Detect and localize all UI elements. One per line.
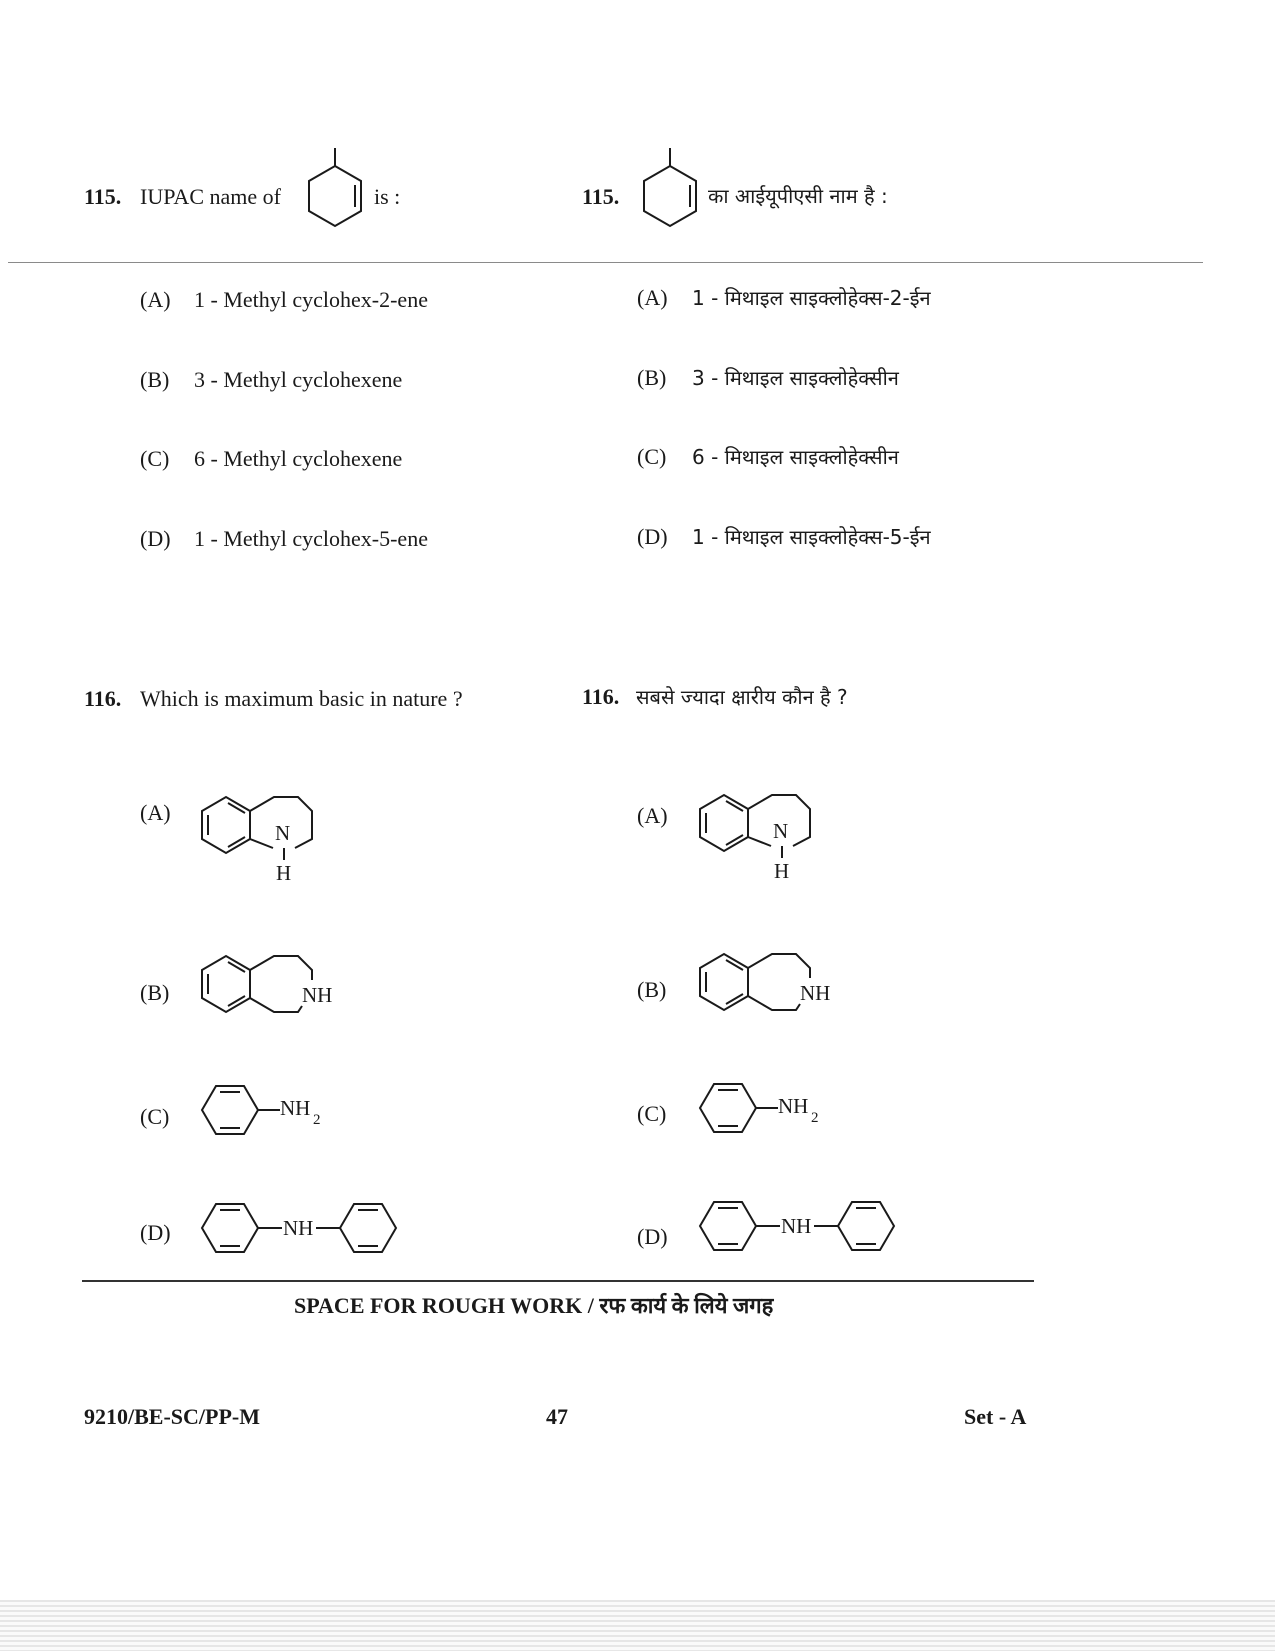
q116-option-d-nh-label-hi: NH	[781, 1214, 812, 1238]
scan-edge-band	[0, 1600, 1275, 1651]
q115-option-d-letter-hi: (D)	[637, 524, 668, 549]
q115-option-d-text-en: 1 - Methyl cyclohex-5-ene	[194, 526, 428, 551]
q116-number-hi: 116.	[582, 684, 620, 709]
q115-option-c-letter-en: (C)	[140, 446, 170, 471]
q116-option-b-nh-label-hi: NH	[800, 981, 831, 1005]
q115-option-c-letter-hi: (C)	[637, 444, 667, 469]
q116-option-b-letter-en: (B)	[140, 980, 170, 1005]
q115-option-b-letter-en: (B)	[140, 367, 170, 392]
q116-option-b-nh-label-en: NH	[302, 983, 333, 1007]
q115-number-hi: 115.	[582, 184, 620, 209]
rough-work-label: SPACE FOR ROUGH WORK / रफ कार्य के लिये जगह	[294, 1293, 774, 1318]
q116-option-a-n-label-en: N	[275, 821, 291, 845]
q115-option-d-letter-en: (D)	[140, 526, 171, 551]
q115-option-a-text-hi: 1 - मिथाइल साइक्लोहेक्स-2-ईन	[692, 286, 931, 310]
q115-methylcyclohexene-structure-hi	[640, 148, 700, 228]
q115-option-c-text-en: 6 - Methyl cyclohexene	[194, 446, 403, 471]
q115-option-b-text-hi: 3 - मिथाइल साइक्लोहेक्सीन	[692, 366, 899, 390]
q115-option-d-text-hi: 1 - मिथाइल साइक्लोहेक्स-5-ईन	[692, 525, 931, 549]
q115-option-b-text-en: 3 - Methyl cyclohexene	[194, 367, 403, 392]
q115-suffix-hi: का आईयूपीएसी नाम है :	[708, 184, 888, 208]
page-number: 47	[546, 1404, 568, 1429]
q116-option-b-tetrahydroisoquinoline-hi	[696, 948, 846, 1018]
q116-option-a-letter-hi: (A)	[637, 803, 668, 828]
q116-option-c-subscript-en: 2	[313, 1112, 321, 1128]
scan-divider	[8, 262, 1203, 263]
q116-option-d-letter-en: (D)	[140, 1220, 171, 1245]
rough-work-rule	[82, 1280, 1034, 1282]
q115-option-a-text-en: 1 - Methyl cyclohex-2-ene	[194, 287, 428, 312]
q115-number-en: 115.	[84, 184, 122, 209]
q115-prefix-en: IUPAC name of	[140, 184, 281, 209]
q116-option-a-tetrahydroquinoline-hi	[696, 776, 826, 886]
q116-option-a-tetrahydroquinoline-en	[198, 778, 328, 888]
q116-option-d-letter-hi: (D)	[637, 1224, 668, 1249]
q115-option-a-letter-hi: (A)	[637, 285, 668, 310]
q115-option-a-letter-en: (A)	[140, 287, 171, 312]
q116-option-c-nh-label-hi: NH	[778, 1094, 809, 1118]
set-label: Set - A	[964, 1404, 1027, 1429]
q116-option-b-tetrahydroisoquinoline-en	[198, 950, 348, 1020]
q116-option-c-subscript-hi: 2	[811, 1110, 819, 1126]
q115-methylcyclohexene-structure-en	[305, 148, 365, 228]
q116-option-d-nh-label-en: NH	[283, 1216, 314, 1240]
q116-option-c-aniline-en	[198, 1082, 338, 1142]
q116-option-d-diphenylamine-hi	[696, 1198, 911, 1258]
q116-option-d-diphenylamine-en	[198, 1200, 413, 1260]
q116-option-b-letter-hi: (B)	[637, 977, 667, 1002]
q116-option-c-letter-en: (C)	[140, 1104, 170, 1129]
q115-suffix-en: is :	[374, 184, 401, 209]
q115-option-b-letter-hi: (B)	[637, 365, 667, 390]
q116-option-a-n-label-hi: N	[773, 819, 789, 843]
q116-option-a-letter-en: (A)	[140, 800, 171, 825]
q116-option-a-h-label-hi: H	[774, 859, 790, 883]
q116-text-en: Which is maximum basic in nature ?	[140, 686, 463, 711]
q115-option-c-text-hi: 6 - मिथाइल साइक्लोहेक्सीन	[692, 445, 899, 469]
q116-option-c-aniline-hi	[696, 1080, 836, 1140]
q116-option-c-letter-hi: (C)	[637, 1101, 667, 1126]
q116-option-c-nh-label-en: NH	[280, 1096, 311, 1120]
q116-text-hi: सबसे ज्यादा क्षारीय कौन है ?	[636, 685, 848, 709]
paper-code: 9210/BE-SC/PP-M	[84, 1404, 260, 1429]
q116-option-a-h-label-en: H	[276, 861, 292, 885]
q116-number-en: 116.	[84, 686, 122, 711]
